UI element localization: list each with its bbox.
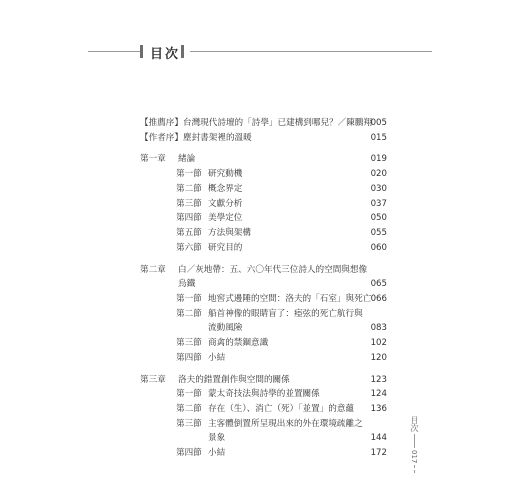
running-head-rule xyxy=(414,434,415,448)
section-title: 船首神像的眼睛盲了：瘂弦的死亡航行與 xyxy=(208,309,363,319)
section-page: 037 xyxy=(370,199,387,209)
chapter-title: 緒論 xyxy=(178,154,196,164)
section-label: 第三節 xyxy=(176,419,202,429)
running-head xyxy=(408,416,420,475)
section-title: 商禽的禁錮意識 xyxy=(208,338,269,348)
section-title: 存在（生）、消亡（死）「並置」的意蘊 xyxy=(208,404,355,414)
section-title: 概念界定 xyxy=(208,184,243,194)
header-bar-left xyxy=(140,45,143,58)
section-label: 第五節 xyxy=(176,228,202,238)
section-label: 第四節 xyxy=(176,448,202,458)
section-label: 第三節 xyxy=(176,199,202,209)
section-title-continued: 景象 xyxy=(208,433,226,443)
section-page: 136 xyxy=(370,404,387,414)
running-head-dash xyxy=(414,470,415,473)
chapter-page: 019 xyxy=(370,154,387,164)
section-page: 066 xyxy=(370,294,387,304)
section-title: 蒙太奇技法與詩學的並置關係 xyxy=(208,389,320,399)
section-page: 020 xyxy=(370,169,387,179)
section-title: 美學定位 xyxy=(208,213,243,223)
section-page: 120 xyxy=(370,353,387,363)
section-label: 第二節 xyxy=(176,309,202,319)
section-title: 研究動機 xyxy=(208,169,243,179)
section-page: 124 xyxy=(370,389,387,399)
section-title: 小結 xyxy=(208,448,226,458)
entry-title: 【作者序】塵封書架裡的溫暖 xyxy=(140,133,252,143)
header-rule-left xyxy=(88,51,140,52)
chapter-title: 白／灰地帶：五、六〇年代三位詩人的空間與想像 xyxy=(178,265,368,275)
section-page: 030 xyxy=(370,184,387,194)
section-title-continued: 流動風險 xyxy=(208,323,243,333)
entry-page: 005 xyxy=(370,118,387,128)
page-title: 目次 xyxy=(150,47,181,62)
chapter-page: 123 xyxy=(370,375,387,385)
section-page: 060 xyxy=(370,243,387,253)
chapter-label: 第一章 xyxy=(140,154,166,164)
section-page: 102 xyxy=(370,338,387,348)
section-label: 第二節 xyxy=(176,184,202,194)
section-title: 小結 xyxy=(208,353,226,363)
section-title: 文獻分析 xyxy=(208,199,243,209)
chapter-title-continued: 烏鐵 xyxy=(178,279,196,289)
section-page: 172 xyxy=(370,448,387,458)
chapter-label: 第三章 xyxy=(140,375,166,385)
section-title: 研究目的 xyxy=(208,243,243,253)
section-page: 144 xyxy=(370,433,387,443)
section-label: 第一節 xyxy=(176,389,202,399)
chapter-title: 洛夫的錯置創作與空間的關係 xyxy=(178,375,290,385)
entry-title: 【推薦序】台灣現代詩壇的「詩學」已建構到哪兒？／陳鵬翔 xyxy=(140,118,373,128)
section-title: 地窖式邊陲的空間：洛夫的「石室」與死亡 xyxy=(208,294,372,304)
header-bar-right xyxy=(181,45,184,58)
section-label: 第一節 xyxy=(176,294,202,304)
chapter-page: 065 xyxy=(370,279,387,289)
section-title: 方法與架構 xyxy=(208,228,251,238)
section-label: 第四節 xyxy=(176,353,202,363)
header-rule-right xyxy=(190,51,432,52)
section-page: 055 xyxy=(370,228,387,238)
entry-page: 015 xyxy=(370,133,387,143)
page-number: 017 xyxy=(410,450,418,464)
section-page: 083 xyxy=(370,323,387,333)
chapter-label: 第二章 xyxy=(140,265,166,275)
section-label: 第二節 xyxy=(176,404,202,414)
running-head-dash xyxy=(414,465,415,468)
section-page: 050 xyxy=(370,213,387,223)
section-label: 第四節 xyxy=(176,213,202,223)
section-label: 第六節 xyxy=(176,243,202,253)
section-label: 第三節 xyxy=(176,338,202,348)
running-head-title: 目次 xyxy=(410,416,419,432)
section-label: 第一節 xyxy=(176,169,202,179)
section-title: 主客體倒置所呈現出來的外在環境疏離之 xyxy=(208,419,363,429)
